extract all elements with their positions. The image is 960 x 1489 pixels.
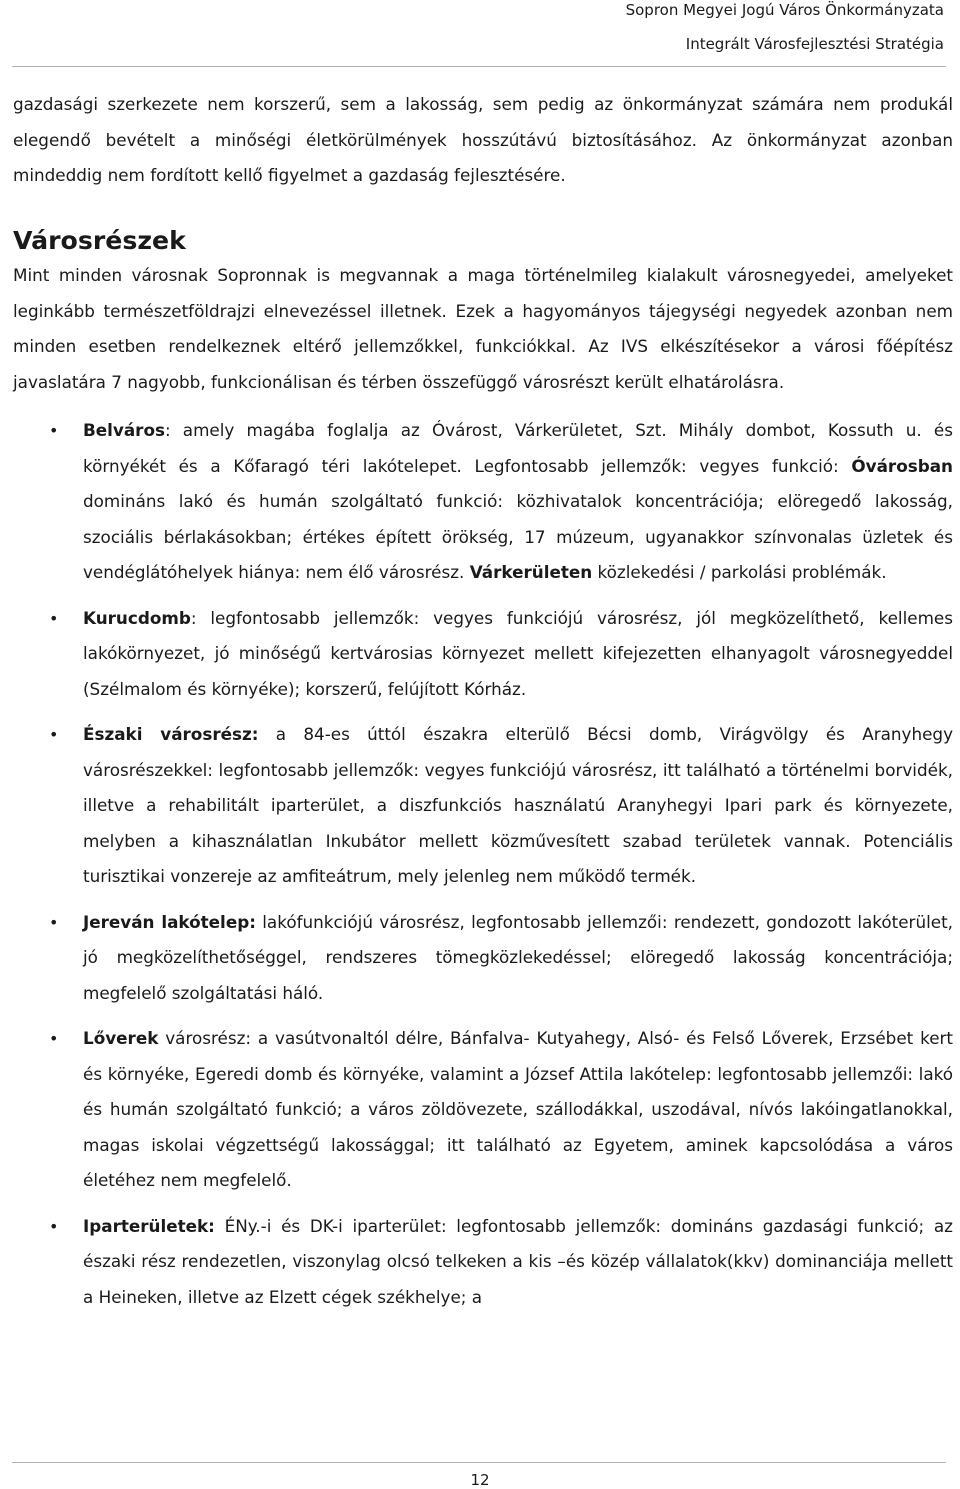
section-heading: Városrészek: [13, 225, 186, 255]
list-item-iparteruletek: [13, 1209, 953, 1316]
list-item-term: Jereván lakótelep:: [83, 911, 256, 932]
list-item-jerevan: [13, 905, 953, 1012]
list-item-text: : amely magába foglalja az Óvárost, Várkerületet, Szt. Mihály dombot, Kossuth u. és környékét és a Kőfaragó téri lakótelepet. Legfontosabb jellemzők: vegyes funkció:: [83, 420, 953, 476]
list-item-kurucdomb: [13, 601, 953, 708]
section-paragraph: Mint minden városnak Sopronnak is megvannak a maga történelmileg kialakult városnegyedei, amelyeket leginkább természetföldrajzi elnevezéssel illetnek. Ezek a hagyományos tájegységi negyedek azonban nem minden esetben rendelkeznek eltérő jellemzőkkel, funkciókkal. Az IVS elkészítésekor a városi főépítész javaslatára 7 nagyobb, funkcionálisan és térben összefüggő városrészt került elhatárolásra.: [13, 265, 953, 392]
page-footer: [0, 1462, 960, 1489]
list-item-term: Északi városrész:: [83, 724, 259, 744]
bullet-icon: •: [49, 421, 59, 440]
bullet-icon: •: [49, 725, 59, 744]
list-item-term: Iparterületek:: [83, 1215, 215, 1236]
bullet-icon: •: [49, 608, 59, 628]
header-document-title: Integrált Városfejlesztési Stratégia: [685, 35, 944, 53]
list-item-term: Belváros: [83, 420, 165, 440]
list-item-text: : legfontosabb jellemzők: vegyes funkciójú városrész, jól megközelíthető, kellemes lakókörnyezet, jó minőségű kertvárosias környezet mellett kifejezetten elhanyagolt városnegyeddel (Szélmalom és környéke); korszerű, felújított Kórház.: [83, 607, 953, 699]
list-item-loverek: [13, 1021, 953, 1199]
list-item-text: a 84-es úttól északra elterülő Bécsi domb, Virágvölgy és Aranyhegy városrészekkel: legfontosabb jellemzők: vegyes funkciójú városrész, itt található a történelmi borvidék, illetve a rehabilitált iparterület, a diszfunkciós használatú Aranyhegyi Ipari park és környezete, melyben a kihasználatlan Inkubátor mellett közművesített szabad területek vannak. Potenciális turisztikai vonzereje az amfiteátrum, mely jelenleg nem működő termék.: [83, 724, 953, 886]
list-item-term: Lőverek: [83, 1028, 159, 1048]
district-list: [13, 413, 953, 1315]
list-item-text: közlekedési / parkolási problémák.: [592, 562, 887, 582]
page-number: 12: [470, 1471, 490, 1489]
bullet-icon: •: [49, 1029, 59, 1048]
footer-divider: [12, 1462, 946, 1463]
intro-paragraph: gazdasági szerkezete nem korszerű, sem a lakosság, sem pedig az önkormányzat számára nem produkál elegendő bevételt a minőségi életkörülmények hosszútávú biztosításához. Az önkormányzat azonban mindeddig nem fordított kellő figyelmet a gazdaság fejlesztésére.: [13, 94, 953, 185]
list-item-text: domináns lakó és humán szolgáltató funkció: közhivatalok koncentrációja; elöregedő lakosság, szociális bérlakásokban; értékes épített örökség, 17 múzeum, ugyanakkor színvonalas üzletek és vendéglátóhelyek hiánya: nem élő városrész.: [83, 491, 953, 582]
page-header: [0, 0, 960, 68]
bullet-icon: •: [49, 912, 59, 932]
list-item-text: lakófunkciójú városrész, legfontosabb jellemzői: rendezett, gondozott lakóterület, jó megközelíthetőséggel, rendszeres tömegközlekedéssel; elöregedő lakosság koncentrációja; megfelelő szolgáltatási háló.: [83, 911, 953, 1003]
list-item-belvaros: [13, 413, 953, 591]
header-organization: Sopron Megyei Jogú Város Önkormányzata: [625, 1, 944, 19]
list-item-term: Kurucdomb: [83, 607, 191, 628]
list-item-eszaki-varosresz: [13, 717, 953, 895]
list-item-text: ÉNy.-i és DK-i iparterület: legfontosabb jellemzők: domináns gazdasági funkció; az északi rész rendezetlen, viszonylag olcsó telkeken a kis –és közép vállalatok(kkv) dominanciája mellett a Heineken, illetve az Elzett cégek székhelye; a: [83, 1215, 953, 1307]
list-item-text: városrész: a vasútvonaltól délre, Bánfalva- Kutyahegy, Alsó- és Felső Lőverek, Erzsébet kert és környéke, Egeredi domb és környéke, valamint a József Attila lakótelep: legfontosabb jellemzői: lakó és humán szolgáltató funkció; a város zöldövezete, szállodákkal, uszodával, nívós lakóingatlanokkal, magas iskolai végzettségű lakossággal; itt található az Egyetem, aminek kapcsolódása a város életéhez nem megfelelő.: [83, 1028, 953, 1190]
header-divider: [12, 66, 946, 67]
list-item-emphasis: Óvárosban: [851, 455, 953, 476]
bullet-icon: •: [49, 1216, 59, 1236]
list-item-emphasis: Várkerületen: [469, 562, 593, 582]
page-body: [13, 87, 953, 1325]
